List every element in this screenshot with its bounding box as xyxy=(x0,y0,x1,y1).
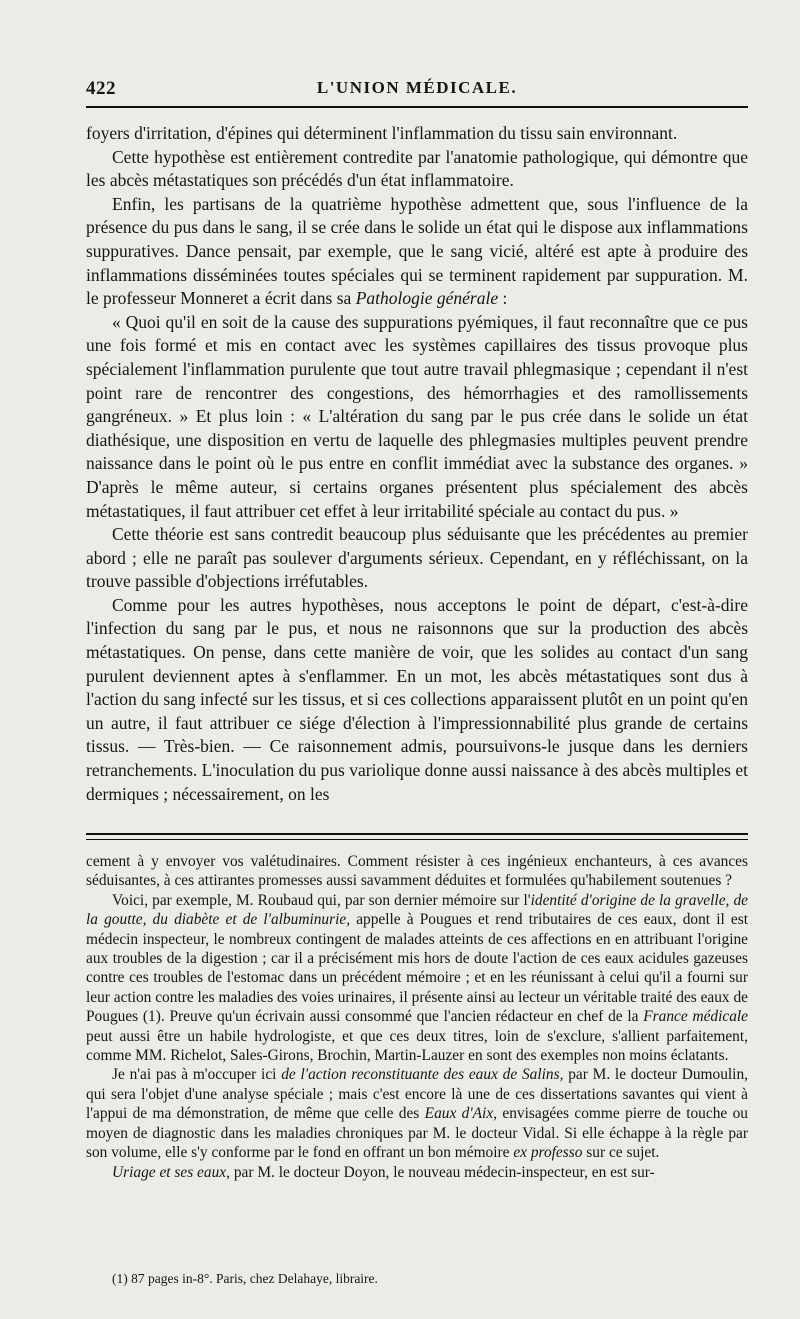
paragraph: Comme pour les autres hypothèses, nous acceptons le point de départ, c'est-à-dire l'infection du sang par le pus, et nous ne raisonnons que sur la production des abcès métastatiques. On pense, dans cette manière de voir, que les solides au contact d'un sang purulent deviennent aptes à s'enflammer. En un mot, les abcès métastatiques sont dus à l'action du sang infecté sur les tissus, et si ces collections apparaissent plutôt en un point qu'en un autre, il faut attribuer ce siége d'élection à l'impressionnabilité plus grande de certains tissus. — Très-bien. — Ce raisonnement admis, poursuivons-le jusque dans les derniers retranchements. L'inoculation du pus variolique donne aussi naissance à des abcès multiples et dermiques ; nécessairement, on les xyxy=(86,594,748,804)
paragraph: Cette théorie est sans contredit beaucoup plus séduisante que les précédentes au premier abord ; elle ne paraît pas soulever d'arguments sérieux. Cependant, en y réfléchissant, on la trouve passible d'objections irréfutables. xyxy=(86,524,748,592)
page-number: 422 xyxy=(86,78,116,99)
paragraph: Cette hypothèse est entièrement contredite par l'anatomie pathologique, qui démontre que les abcès métastatiques son précédés d'un état inflammatoire. xyxy=(86,146,748,191)
main-text xyxy=(86,122,748,806)
running-title: L'UNION MÉDICALE. xyxy=(316,78,518,97)
paragraph: Uriage et ses eaux, par M. le docteur Doyon, le nouveau médecin-inspecteur, en est sur- xyxy=(112,1163,655,1181)
italic-title: Pathologie générale xyxy=(355,288,499,309)
feuilleton-text xyxy=(86,852,748,1182)
page-header xyxy=(86,76,748,104)
quotation-paragraph: « Quoi qu'il en soit de la cause des suppurations pyémiques, il faut reconnaître que ce pus une fois formé et mis en contact avec les systèmes capillaires des tissus provoque plus spécialement l'inflammation purulente que tout autre travail phlegmasique ; cependant il n'est point rare de rencontrer des congestions, des hémorrhagies et des ramollissements gangréneux. » Et plus loin : « L'altération du sang par le pus crée dans le solide un état diathésique, une disposition en vertu de laquelle des phlegmasies multiples peuvent prendre naissance dans le point où le pus entre en conflit immédiat avec la substance des organes. » D'après le même auteur, si certains organes présentent plus spécialement des abcès métastatiques, il faut attribuer cet effet à leur irritabilité spéciale au contact du pus. » xyxy=(86,311,748,521)
paragraph: Je n'ai pas à m'occuper ici de l'action reconstituante des eaux de Salins, par M. le docteur Dumoulin, qui sera l'objet d'une analyse spéciale ; mais c'est encore là une de ces dissertations savantes qui vient à l'appui de ma démonstration, de même que celle des Eaux d'Aix, envisagées comme pierre de touche ou moyen de diagnostic dans les maladies chroniques par M. le docteur Vidal. Si elle échappe à la règle par son volume, elle s'y conforme par le fond en offrant un bon mémoire ex professo sur ce sujet. xyxy=(86,1066,748,1162)
feuilleton-divider xyxy=(86,833,748,840)
paragraph: Voici, par exemple, M. Roubaud qui, par son dernier mémoire sur l'identité d'origine de la gravelle, de la goutte, du diabète et de l'albuminurie, appelle à Pougues et rend tributaires de ces eaux, dont il est médecin inspecteur, le nombreux contingent de malades atteints de ces affections en en attribuant l'origine aux troubles de la digestion ; car il a précisément mis hors de doute l'action de ces eaux acidules gazeuses contre ces troubles de l'estomac dans un précédent mémoire ; et en les réunissant à celui qu'il a fourni sur leur action contre les maladies des voies urinaires, il présente ainsi au lecteur un véritable traité des eaux de Pougues (1). Preuve qu'un écrivain aussi consommé que l'ancien rédacteur en chef de la France médicale peut aussi être un habile hydrologiste, et que ces deux titres, loin de s'exclure, s'allient parfaitement, comme MM. Richelot, Sales-Girons, Brochin, Martin-Lauzer en sont des exemples non moins éclatants. xyxy=(86,891,749,1065)
header-rule xyxy=(86,106,748,108)
paragraph: foyers d'irritation, d'épines qui déterminent l'inflammation du tissu sain environnant. xyxy=(86,123,678,143)
paragraph: cement à y envoyer vos valétudinaires. Comment résister à ces ingénieux enchanteurs, à ces avances séduisantes, à ces attirantes promesses aussi savamment déduites et formulées qu'habilement soutenues ? xyxy=(86,853,748,890)
footnote: (1) 87 pages in-8°. Paris, chez Delahaye, libraire. xyxy=(112,1271,378,1286)
paragraph: Enfin, les partisans de la quatrième hypothèse admettent que, sous l'influence de la présence du pus dans le sang, il se crée dans le solide un état qui le dispose aux inflammations suppuratives. Dance pensait, par exemple, que le sang vicié, altéré est apte à produire des inflammations disséminées toutes spéciales qui se terminent rapidement par suppuration. M. le professeur Monneret a écrit dans sa Pathologie générale : xyxy=(86,193,748,309)
